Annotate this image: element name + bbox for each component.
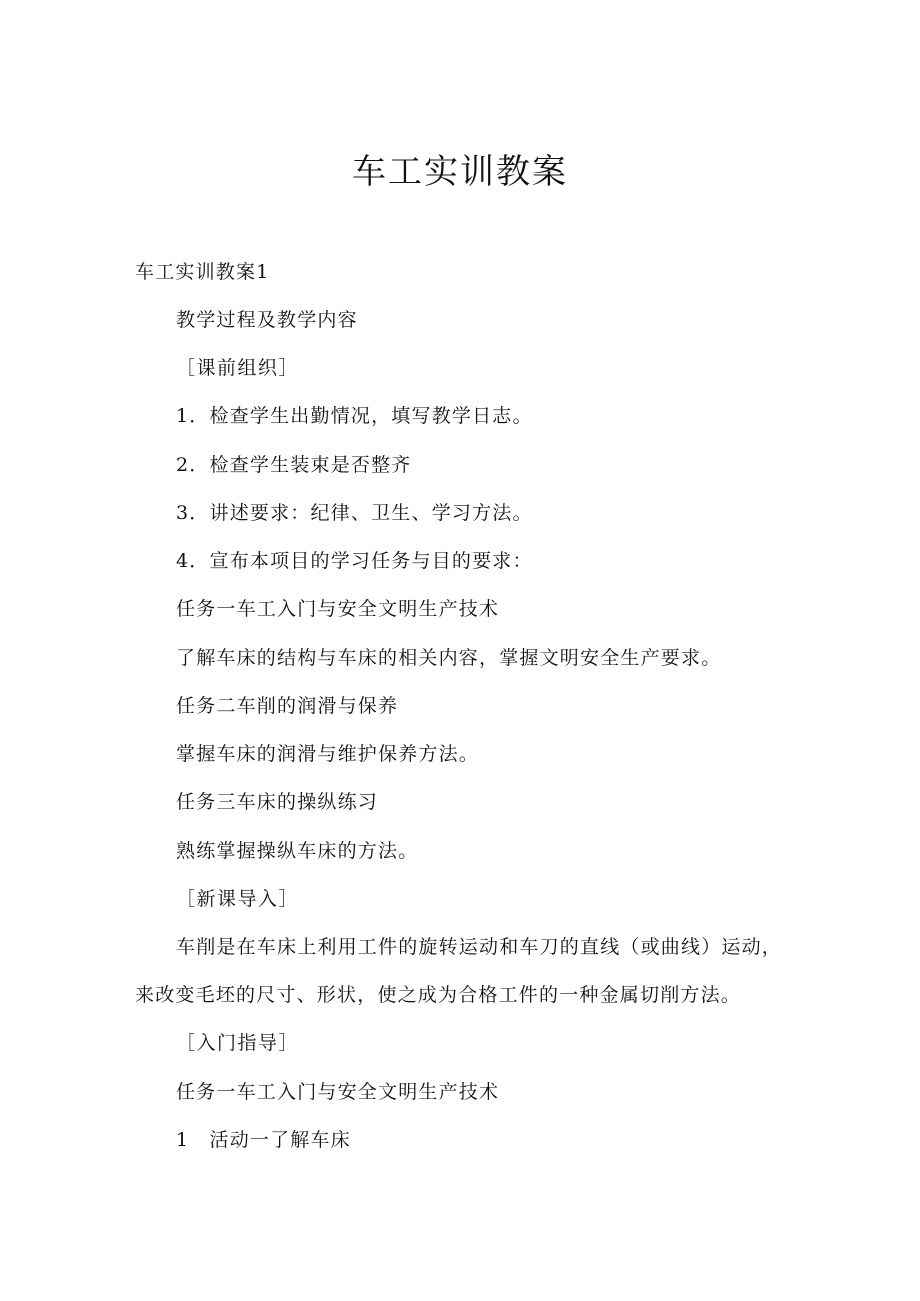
task-one-description: 了解车床的结构与车床的相关内容，掌握文明安全生产要求。 [176, 647, 722, 669]
task-one-title: 任务一车工入门与安全文明生产技术 [176, 598, 500, 620]
paragraph-turning-definition-line-2: 来改变毛坯的尺寸、形状，使之成为合格工件的一种金属切削方法。 [135, 984, 742, 1006]
task-one-title-repeat: 任务一车工入门与安全文明生产技术 [176, 1081, 500, 1103]
list-item-2: 2．检查学生装束是否整齐 [176, 454, 412, 476]
heading-new-lesson-intro: ［新课导入］ [176, 888, 300, 910]
paragraph-teaching-process: 教学过程及教学内容 [176, 309, 358, 331]
list-item-1: 1．检查学生出勤情况，填写教学日志。 [176, 405, 533, 427]
heading-pre-class-organization: ［课前组织］ [176, 357, 300, 379]
task-two-title: 任务二车削的润滑与保养 [176, 695, 399, 717]
list-item-3: 3．讲述要求：纪律、卫生、学习方法。 [176, 502, 533, 524]
section-title: 车工实训教案1 [135, 261, 270, 283]
heading-intro-guidance: ［入门指导］ [176, 1032, 300, 1054]
task-two-description: 掌握车床的润滑与维护保养方法。 [176, 743, 480, 765]
paragraph-turning-definition-line-1: 车削是在车床上利用工件的旋转运动和车刀的直线（或曲线）运动， [176, 936, 783, 958]
task-three-description: 熟练掌握操纵车床的方法。 [176, 840, 419, 862]
activity-one-title: 1 活动一了解车床 [176, 1129, 351, 1151]
list-item-4: 4．宣布本项目的学习任务与目的要求： [176, 550, 533, 572]
task-three-title: 任务三车床的操纵练习 [176, 791, 379, 813]
document-title: 车工实训教案 [352, 152, 568, 192]
